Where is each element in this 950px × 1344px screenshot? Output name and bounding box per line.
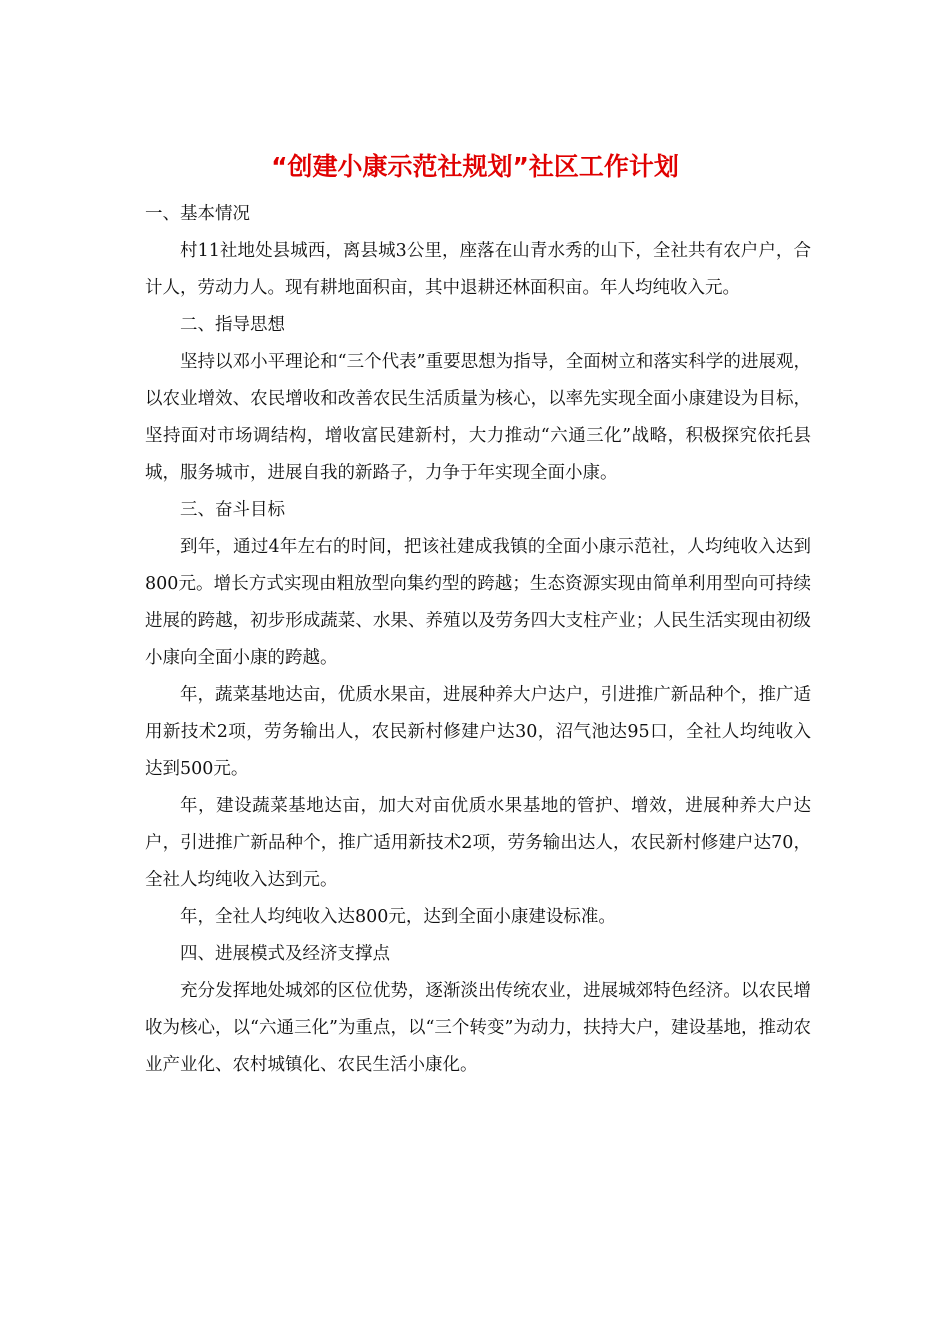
section-heading-goals: 三、奋斗目标 [180, 500, 285, 520]
section-heading-guiding-ideology: 二、指导思想 [180, 315, 285, 335]
paragraph-development-model: 充分发挥地处城郊的区位优势，逐渐淡出传统农业，进展城郊特色经济。以农民增收为核心，以“六通三化”为重点，以“三个转变”为动力，扶持大户，建设基地，推动农业产业化、农村城镇化、农民生活小康化。 [145, 981, 811, 1075]
paragraph-goals-stage-1: 年，蔬菜基地达亩，优质水果亩，进展种养大户达户，引进推广新品种个，推广适用新技术2项，劳务输出人，农民新村修建户达30，沼气池达95口，全社人均纯收入达到500元。 [145, 685, 811, 779]
section-heading-basic-situation: 一、基本情况 [145, 204, 250, 224]
paragraph-goals-stage-2: 年，建设蔬菜基地达亩，加大对亩优质水果基地的管护、增效，进展种养大户达户，引进推广新品种个，推广适用新技术2项，劳务输出达人，农民新村修建户达70，全社人均纯收入达到元。 [145, 796, 811, 890]
document-body [145, 196, 811, 1084]
paragraph-goals-overview: 到年，通过4年左右的时间，把该社建成我镇的全面小康示范社，人均纯收入达到800元。增长方式实现由粗放型向集约型的跨越；生态资源实现由简单利用型向可持续进展的跨越，初步形成蔬菜、水果、养殖以及劳务四大支柱产业；人民生活实现由初级小康向全面小康的跨越。 [145, 537, 811, 668]
paragraph-basic-situation: 村11社地处县城西，离县城3公里，座落在山青水秀的山下，全社共有农户户，合计人，劳动力人。现有耕地面积亩，其中退耕还林面积亩。年人均纯收入元。 [145, 241, 811, 298]
document-title: “创建小康示范社规划”社区工作计划 [271, 152, 679, 181]
section-heading-development-model: 四、进展模式及经济支撑点 [180, 944, 390, 964]
paragraph-guiding-ideology: 坚持以邓小平理论和“三个代表”重要思想为指导，全面树立和落实科学的进展观，以农业增效、农民增收和改善农民生活质量为核心，以率先实现全面小康建设为目标，坚持面对市场调结构，增收富民建新村，大力推动“六通三化”战略，积极探究依托县城，服务城市，进展自我的新路子，力争于年实现全面小康。 [145, 352, 811, 483]
paragraph-goals-stage-3: 年，全社人均纯收入达800元，达到全面小康建设标准。 [180, 907, 616, 927]
